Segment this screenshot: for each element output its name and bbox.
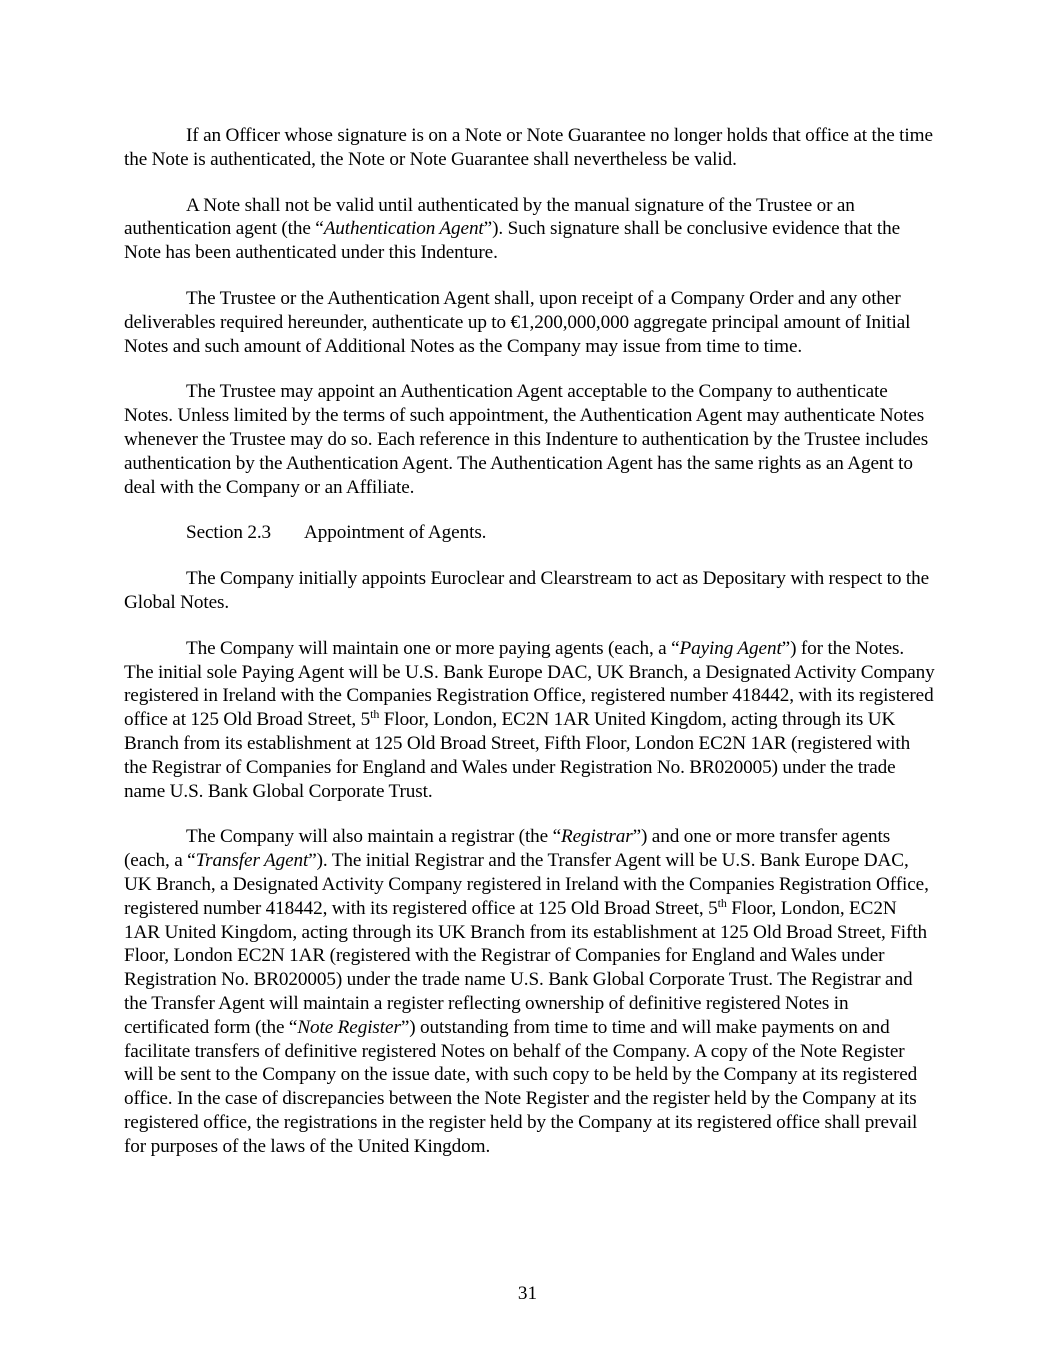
paragraph-registrar (124, 825, 936, 1158)
defined-term-paying-agent: Paying Agent (679, 637, 782, 659)
defined-term-transfer-agent: Transfer Agent (195, 850, 309, 872)
paragraph-note-validity (124, 194, 936, 265)
paragraph-authentication-amount: The Trustee or the Authentication Agent shall, upon receipt of a Company Order and any other deliverables required hereunder, authenticate up to €1,200,000,000 aggregate principal amount of Initial Notes and such amount of Additional Notes as the Company may issue from time to time. (124, 287, 911, 357)
text-segment: The Company will also maintain a registrar (the “ (186, 826, 562, 848)
section-heading (124, 521, 936, 545)
text-segment: ”). The initial Registrar and the Transfer Agent will be U.S. Bank Europe DAC, UK Branch, a Designated Activity Company registered in Ireland with the Companies Registration Office, registered number 418442, with its registered office at 125 Old Broad Street, 5 (124, 850, 929, 919)
text-segment: The Company will maintain one or more paying agents (each, a “ (186, 637, 680, 659)
text-segment: ”) and one or more transfer agents (each, a “ (124, 826, 891, 872)
ordinal-superscript: th (717, 895, 727, 910)
text-segment: A Note shall not be valid until authenticated by the manual signature of the Trustee or an authentication agent (the “ (124, 194, 855, 240)
paragraph-appoint-authentication-agent: The Trustee may appoint an Authentication Agent acceptable to the Company to authenticate Notes. Unless limited by the terms of such appointment, the Authentication Agent may authenticate Notes whenever the Trustee may do so. Each reference in this Indenture to authentication by the Trustee includes authentication by the Authentication Agent. The Authentication Agent has the same rights as an Agent to deal with the Company or an Affiliate. (124, 381, 929, 498)
page-number: 31 (517, 1283, 538, 1304)
document-body (124, 124, 936, 1180)
defined-term-note-register: Note Register (297, 1016, 401, 1038)
text-segment: Floor, London, EC2N 1AR United Kingdom, acting through its UK Branch from its establishment at 125 Old Broad Street, Fifth Floor, London EC2N 1AR (registered with the Registrar of Companies for England and Wales under Registration No. BR020005) under the trade name U.S. Bank Global Corporate Trust. (124, 709, 911, 802)
text-segment: ”) for the Notes. The initial sole Paying Agent will be U.S. Bank Europe DAC, UK Branch, a Designated Activity Company registered in Ireland with the Companies Registration Office, registered number 418442, with its registered office at 125 Old Broad Street, 5 (124, 637, 935, 731)
paragraph-paying-agent (124, 637, 936, 804)
defined-term-registrar: Registrar (561, 826, 633, 848)
text-segment: Floor, London, EC2N 1AR United Kingdom, acting through its UK Branch from its establishment at 125 Old Broad Street, Fifth Floor, London EC2N 1AR (registered with the Registrar of Companies for England and Wales under Registration No. BR020005) under the trade name U.S. Bank Global Corporate Trust. The Registrar and the Transfer Agent will maintain a register reflecting ownership of definitive registered Notes in certificated form (the “ (124, 897, 928, 1038)
section-number: Section 2.3 (186, 522, 272, 544)
paragraph-depositary: The Company initially appoints Euroclear and Clearstream to act as Depositary with respect to the Global Notes. (124, 568, 930, 613)
text-segment: ”). Such signature shall be conclusive evidence that the Note has been authenticated under this Indenture. (124, 218, 901, 264)
section-title: Appointment of Agents. (304, 522, 487, 544)
defined-term-authentication-agent: Authentication Agent (323, 218, 484, 240)
paragraph-officer-signature: If an Officer whose signature is on a Note or Note Guarantee no longer holds that office at the time the Note is authenticated, the Note or Note Guarantee shall nevertheless be valid. (124, 125, 933, 170)
ordinal-superscript: th (370, 707, 380, 722)
text-segment: ”) outstanding from time to time and will make payments on and facilitate transfers of definitive registered Notes on behalf of the Company. A copy of the Note Register will be sent to the Company on the issue date, with such copy to be held by the Company at its registered office. In the case of discrepancies between the Note Register and the register held by the Company at its registered office, the registrations in the register held by the Company at its registered office shall prevail for purposes of the laws of the United Kingdom. (124, 1016, 918, 1157)
